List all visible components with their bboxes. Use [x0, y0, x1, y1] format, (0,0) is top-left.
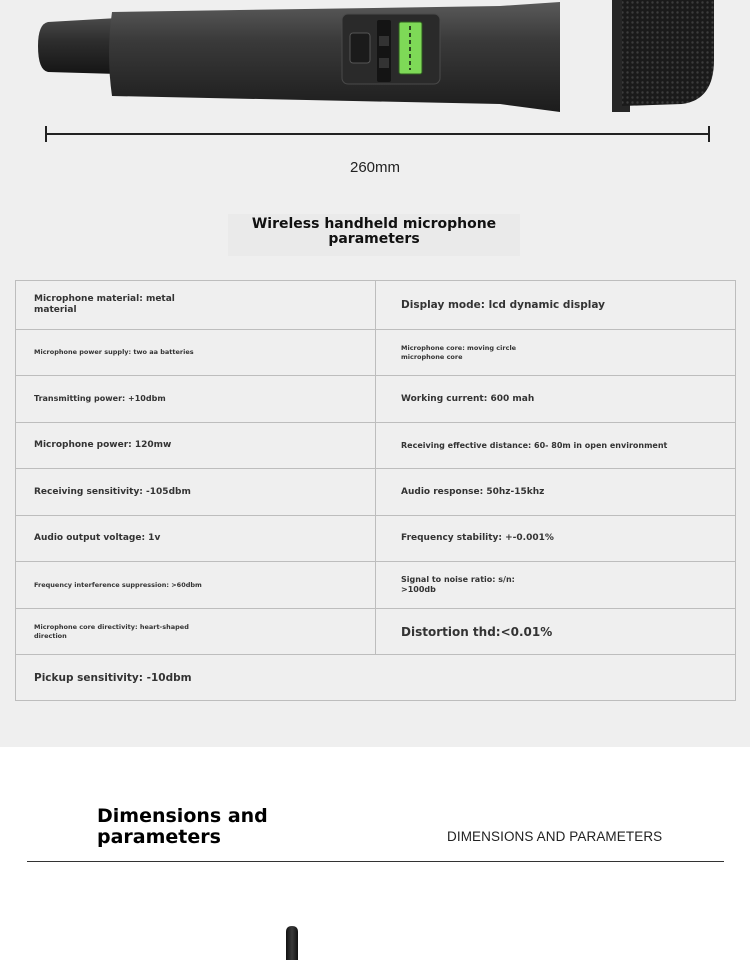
- dimension-tick-right: [708, 126, 710, 142]
- table-row: [16, 469, 735, 516]
- table-row: [16, 423, 735, 469]
- dimensions-caps-label: DIMENSIONS AND PARAMETERS: [447, 829, 663, 844]
- table-row: [16, 376, 735, 423]
- microphone-product-image: [0, 0, 750, 125]
- length-label: 260mm: [349, 159, 401, 176]
- param-microphone-material: Microphone material: metal material: [16, 281, 376, 329]
- table-row: [16, 655, 735, 700]
- dimension-line: [46, 133, 710, 135]
- param-audio-response: Audio response: 50hz-15khz: [401, 486, 545, 497]
- table-row: [16, 562, 735, 609]
- param-receiving-sensitivity: Receiving sensitivity: -105dbm: [16, 469, 376, 515]
- param-audio-output-voltage: Audio output voltage: 1v: [16, 516, 376, 561]
- param-working-current: Working current: 600 mah: [401, 393, 535, 404]
- param-microphone-power: Microphone power: 120mw: [16, 423, 376, 468]
- table-row: [16, 330, 735, 376]
- dimensions-heading: Dimensions and parameters: [97, 805, 268, 848]
- antenna-image: [283, 926, 301, 960]
- param-display-mode: Display mode: lcd dynamic display: [401, 299, 606, 311]
- divider: [27, 861, 724, 862]
- param-core-directivity: Microphone core directivity: heart-shaped direction: [16, 609, 376, 654]
- parameters-table: [15, 280, 736, 701]
- table-row: [16, 516, 735, 562]
- param-signal-to-noise: Signal to noise ratio: s/n: >100db: [401, 575, 515, 594]
- param-distortion: Distortion thd:<0.01%: [401, 624, 553, 639]
- parameters-title: Wireless handheld microphone parameters: [228, 214, 520, 256]
- param-interference-suppression: Frequency interference suppression: >60dbm: [16, 562, 376, 608]
- param-receiving-distance: Receiving effective distance: 60- 80m in open environment: [401, 440, 668, 450]
- table-row: [16, 609, 735, 655]
- param-frequency-stability: Frequency stability: +-0.001%: [401, 533, 554, 543]
- param-transmitting-power: Transmitting power: +10dbm: [16, 376, 376, 422]
- param-pickup-sensitivity: Pickup sensitivity: -10dbm: [34, 671, 192, 684]
- param-microphone-core: Microphone core: moving circle microphone core: [401, 343, 517, 361]
- param-power-supply: Microphone power supply: two aa batteries: [16, 330, 376, 375]
- table-row: [16, 281, 735, 330]
